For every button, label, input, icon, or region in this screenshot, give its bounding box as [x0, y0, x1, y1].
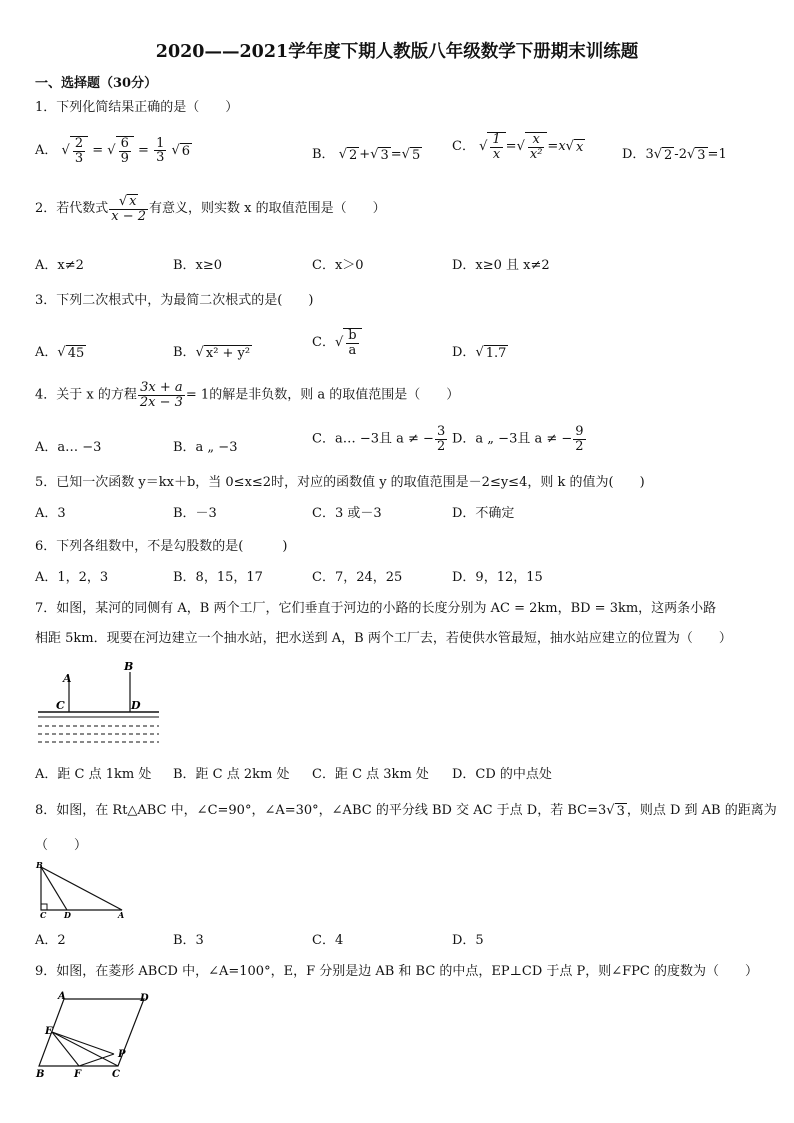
q5-option-d: D．不确定	[452, 506, 515, 521]
denominator: x − 2	[111, 208, 147, 224]
fraction	[435, 425, 447, 453]
fraction	[138, 381, 185, 409]
q6-option-c: C．7，24，25	[312, 570, 403, 585]
q4-option-a: A．a… −3	[35, 440, 102, 455]
question-9-stem: 9．如图，在菱形 ABCD 中，∠A=100°，E，F 分别是边 AB 和 BC 的中点，EP⊥CD 于点 P，则∠FPC 的度数为（ ）	[35, 964, 759, 979]
denominator: 9	[120, 150, 129, 166]
q1-option-b: B． √ 2 +√ 3 =√ 5	[312, 147, 421, 163]
q5-option-a: A．3	[35, 506, 66, 521]
label-b: B	[124, 660, 134, 673]
q4-option-b: B．a „ −3	[173, 440, 238, 455]
q9-figure	[36, 990, 166, 1080]
q3-option-a: A．√ 45	[35, 345, 85, 361]
q8-figure	[36, 860, 132, 920]
radicand: 3	[380, 147, 389, 163]
q8-option-b: B．3	[173, 933, 204, 948]
stem-suffix: ，则点 D 到 AB 的距离为	[626, 803, 777, 818]
question-3-stem: 3．下列二次根式中，为最简二次根式的是( )	[35, 293, 314, 308]
label-b: B	[36, 860, 43, 870]
label-d: D	[64, 910, 71, 920]
option-label: A．	[35, 143, 58, 159]
q7-option-a: A．距 C 点 1km 处	[35, 767, 152, 782]
q2-option-b: B．x≥0	[173, 258, 223, 273]
label-e: E	[45, 1026, 53, 1037]
label-a: A	[63, 672, 72, 685]
question-6-stem: 6．下列各组数中，不是勾股数的是( )	[35, 539, 288, 554]
radicand: 3	[616, 803, 625, 819]
q5-option-b: B．－3	[173, 506, 217, 521]
q6-option-a: A．1，2，3	[35, 570, 109, 585]
numerator: b	[348, 328, 357, 343]
q5-option-c: C．3 或－3	[312, 506, 382, 521]
q3-option-d: D．√ 1.7	[452, 345, 507, 361]
label-d: D	[140, 993, 149, 1004]
radicand: 3	[697, 147, 706, 163]
numerator: x	[528, 133, 545, 148]
denominator: 2	[575, 438, 584, 454]
q6-option-b: B．8，15，17	[173, 570, 263, 585]
label-a: A	[118, 910, 125, 920]
radicand: x	[575, 139, 584, 155]
radicand: 2	[664, 147, 673, 163]
option-label: C．	[452, 139, 475, 155]
section-heading: 一、选择题（30分）	[35, 76, 158, 91]
label-f: F	[74, 1069, 82, 1080]
coefficient: x	[558, 139, 566, 155]
q4-option-d	[452, 425, 587, 453]
q3-option-b: B．√ x² + y²	[173, 345, 251, 361]
option-label: D．	[622, 147, 646, 162]
option-text: D．a „ −3且 a ≠ −	[452, 431, 573, 447]
q7-option-c: C．距 C 点 3km 处	[312, 767, 429, 782]
label-c: C	[56, 699, 65, 712]
triangle-abc	[41, 867, 122, 910]
question-4-stem	[35, 381, 459, 409]
question-2-stem	[35, 194, 386, 223]
stem-suffix: = 1的解是非负数，则 a 的取值范围是（ ）	[185, 387, 460, 403]
q7-option-b: B．距 C 点 2km 处	[173, 767, 290, 782]
denominator: a	[348, 342, 357, 358]
radicand: x² + y²	[205, 345, 251, 361]
q2-option-a: A．x≠2	[35, 258, 84, 273]
numerator: 2	[74, 136, 84, 151]
denominator: 2x − 3	[139, 394, 183, 410]
denominator: x	[492, 146, 501, 162]
fraction	[573, 425, 585, 453]
stem-prefix: 8．如图，在 Rt△ABC 中，∠C=90°，∠A=30°，∠ABC 的平分线 BD 交 AC 于点 D，若 BC=3	[35, 803, 607, 818]
segment-fp	[79, 1054, 114, 1066]
result: =1	[707, 147, 727, 162]
option-label: B．	[312, 147, 335, 162]
page-title: 2020——2021学年度下期人教版八年级数学下册期末训练题	[155, 42, 639, 62]
radical: √ $\frac{2}{3}$	[62, 136, 89, 165]
radicand: 5	[411, 147, 421, 163]
radicand: 45	[67, 345, 85, 361]
q1-option-a: A． √ $\frac{2}{3}$ = √ $\frac{6}{9}$ = $\frac{1}{3}$ √ 6	[35, 135, 191, 166]
question-7-line2: 相距 5km．现要在河边建立一个抽水站，把水送到 A，B 两个工厂去，若使供水管最短，抽水站应建立的位置为（ ）	[35, 631, 732, 646]
q2-option-d: D．x≥0 且 x≠2	[452, 258, 550, 273]
option-label: A．	[35, 345, 58, 360]
q8-option-d: D．5	[452, 933, 484, 948]
numerator: 1	[492, 132, 501, 147]
stem-suffix: 有意义，则实数 x 的取值范围是（ ）	[149, 201, 386, 217]
coefficient: 3	[645, 147, 654, 162]
numerator: 3	[436, 424, 446, 439]
q8-option-c: C．4	[312, 933, 344, 948]
radicand: 1.7	[485, 345, 507, 361]
question-8-line1: 8．如图，在 Rt△ABC 中，∠C=90°，∠A=30°，∠ABC 的平分线 BD 交 AC 于点 D，若 BC=3√ 3 ，则点 D 到 AB 的距离为	[35, 803, 777, 819]
label-d: D	[131, 699, 141, 712]
label-b: B	[36, 1069, 45, 1080]
question-8-line2: （ ）	[35, 838, 88, 853]
radical: √ 6	[171, 143, 191, 159]
denominator: 3	[74, 150, 84, 166]
radicand: 2	[349, 147, 358, 163]
option-label: B．	[173, 345, 196, 360]
option-text: C．a… −3且 a ≠ −	[312, 431, 434, 447]
q4-option-c	[312, 425, 448, 453]
q6-option-d: D．9，12，15	[452, 570, 543, 585]
numerator: 6	[120, 136, 129, 151]
radicand: x	[129, 194, 137, 209]
label-c: C	[112, 1069, 120, 1080]
numerator: 1	[156, 135, 165, 151]
label-c: C	[40, 910, 47, 920]
question-5-stem: 5．已知一次函数 y＝kx＋b，当 0≤x≤2时，对应的函数值 y 的取值范围是－2≤y≤4，则 k 的值为( )	[35, 475, 645, 490]
q7-figure	[36, 656, 161, 748]
q1-option-d: D．3√ 2 -2√ 3 =1	[622, 147, 727, 163]
label-p: P	[118, 1049, 126, 1060]
question-7-line1: 7．如图，某河的同侧有 A，B 两个工厂，它们垂直于河边的小路的长度分别为 AC = 2km，BD = 3km，这两条小路	[35, 601, 717, 616]
option-label: D．	[452, 345, 476, 360]
denominator: 3	[156, 150, 165, 166]
denominator: x²	[529, 146, 543, 162]
stem-prefix: 2．若代数式	[35, 201, 109, 217]
numerator: 9	[575, 424, 584, 439]
question-1-stem: 1．下列化简结果正确的是（ ）	[35, 100, 239, 115]
denominator: 2	[436, 438, 446, 454]
fraction: $\frac{√ x}{x - 2}$	[111, 193, 147, 224]
label-a: A	[58, 991, 66, 1002]
segment-ec	[52, 1032, 118, 1066]
q3-option-c: C．√ $\frac{b}{a}$	[312, 328, 362, 357]
operator: -2	[674, 147, 687, 162]
option-label: C．	[312, 335, 335, 351]
q1-option-c: C． √ $\frac{1}{x}$ =√ $\frac{x}{\text{x²}}$ =x√ x	[452, 132, 584, 162]
stem-prefix: 4．关于 x 的方程	[35, 387, 137, 403]
numerator: 3x + a	[138, 381, 185, 396]
radical: √ $\frac{6}{9}$	[107, 136, 134, 165]
radicand: 6	[181, 143, 191, 159]
q2-option-c: C．x＞0	[312, 258, 364, 273]
fraction	[154, 137, 166, 165]
q8-option-a: A．2	[35, 933, 66, 948]
q7-option-d: D．CD 的中点处	[452, 767, 552, 782]
